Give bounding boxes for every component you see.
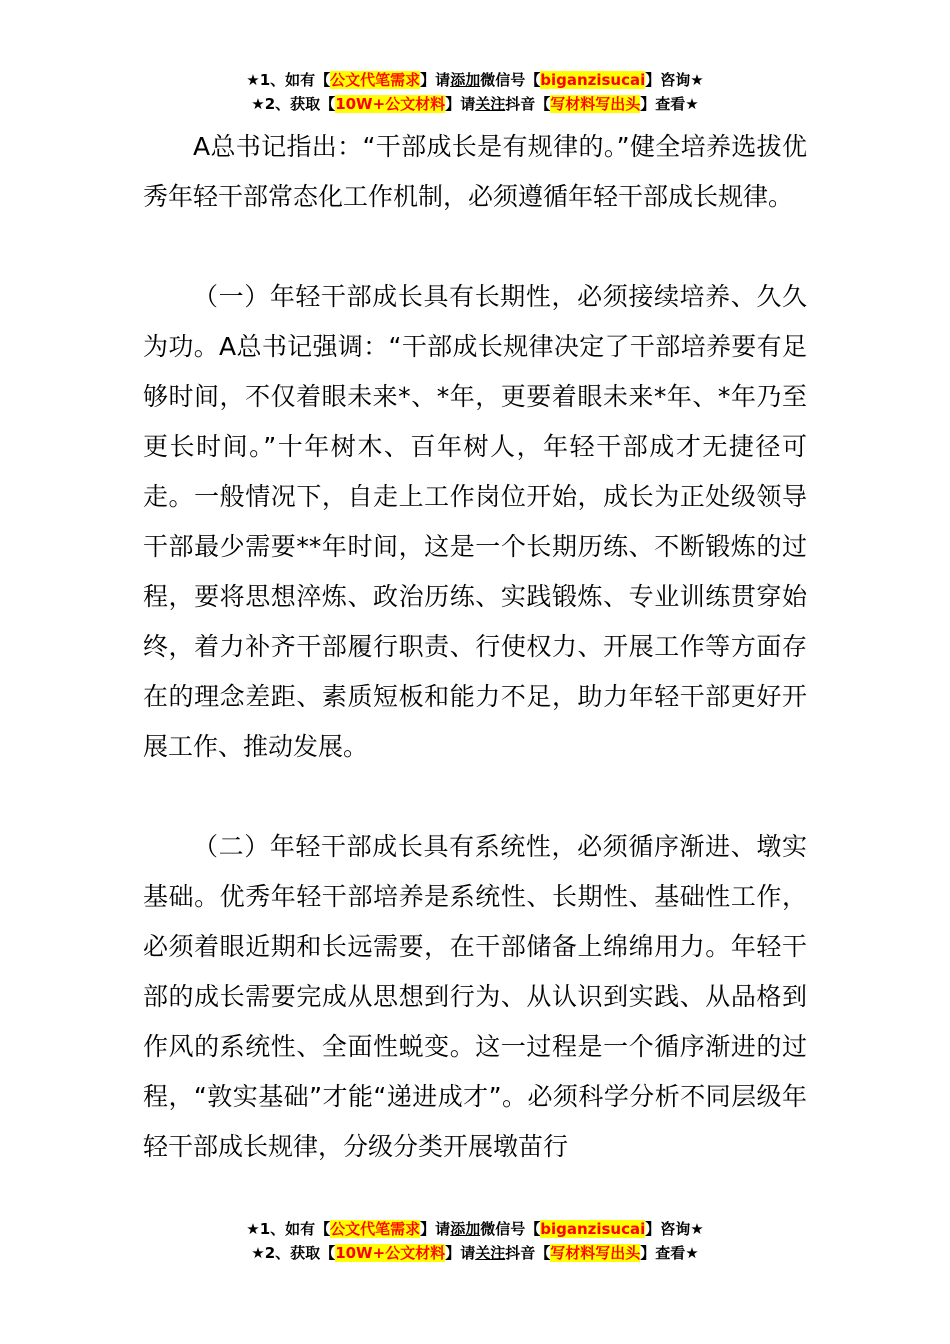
banner-text: 】请 (445, 95, 476, 113)
banner-text: ★1、如有【 (246, 71, 331, 89)
highlight-service: 公文代笔需求 (330, 1220, 421, 1238)
highlight-wechat-id: biganzisucai (540, 1220, 646, 1238)
header-banner (0, 68, 950, 116)
banner-text: ★2、获取【 (251, 1244, 336, 1262)
banner-text: 】请 (420, 1220, 451, 1238)
banner-text: 抖音【 (505, 1244, 551, 1262)
banner-line-2 (0, 1241, 950, 1265)
paragraph-section-1: （一）年轻干部成长具有长期性，必须接续培养、久久为功。A总书记强调：“干部成长规律决定了干部培养要有足够时间，不仅着眼未来*、*年，更要着眼未来*年、*年乃至更长时间。”十年树木、百年树人，年轻干部成才无捷径可走。一般情况下，自走上工作岗位开始，成长为正处级领导干部最少需要**年时间，这是一个长期历练、不断锻炼的过程，要将思想淬炼、政治历练、实践锻炼、专业训练贯穿始终，着力补齐干部履行职责、行使权力、开展工作等方面存在的理念差距、素质短板和能力不足，助力年轻干部更好开展工作、推动发展。 (143, 282, 807, 761)
banner-text: 】查看★ (640, 95, 699, 113)
highlight-douyin-account: 写材料写出头 (550, 95, 641, 113)
highlight-materials: 10W+公文材料 (335, 1244, 446, 1262)
banner-text: 微信号【 (480, 1220, 541, 1238)
banner-line-1 (0, 68, 950, 92)
underlined-word: 添加 (450, 1220, 481, 1238)
banner-line-1 (0, 1217, 950, 1241)
banner-text: 】请 (445, 1244, 476, 1262)
banner-text: 】咨询★ (645, 1220, 704, 1238)
banner-line-2 (0, 92, 950, 116)
underlined-word: 关注 (475, 95, 506, 113)
underlined-word: 添加 (450, 71, 481, 89)
highlight-douyin-account: 写材料写出头 (550, 1244, 641, 1262)
paragraph-section-2: （二）年轻干部成长具有系统性，必须循序渐进、墩实基础。优秀年轻干部培养是系统性、长期性、基础性工作，必须着眼近期和长远需要，在干部储备上绵绵用力。年轻干部的成长需要完成从思想到行为、从认识到实践、从品格到作风的系统性、全面性蜕变。这一过程是一个循序渐进的过程，“敦实基础”才能“递进成才”。必须科学分析不同层级年轻干部成长规律，分级分类开展墩苗行 (143, 832, 807, 1161)
banner-text: 微信号【 (480, 71, 541, 89)
banner-text: 】请 (420, 71, 451, 89)
highlight-materials: 10W+公文材料 (335, 95, 446, 113)
footer-banner (0, 1217, 950, 1265)
document-body (143, 122, 807, 1172)
banner-text: 】咨询★ (645, 71, 704, 89)
banner-text: ★1、如有【 (246, 1220, 331, 1238)
banner-text: 】查看★ (640, 1244, 699, 1262)
underlined-word: 关注 (475, 1244, 506, 1262)
highlight-wechat-id: biganzisucai (540, 71, 646, 89)
paragraph-intro: A总书记指出：“干部成长是有规律的。”健全培养选拔优秀年轻干部常态化工作机制，必须遵循年轻干部成长规律。 (143, 132, 807, 211)
banner-text: 抖音【 (505, 95, 551, 113)
banner-text: ★2、获取【 (251, 95, 336, 113)
highlight-service: 公文代笔需求 (330, 71, 421, 89)
